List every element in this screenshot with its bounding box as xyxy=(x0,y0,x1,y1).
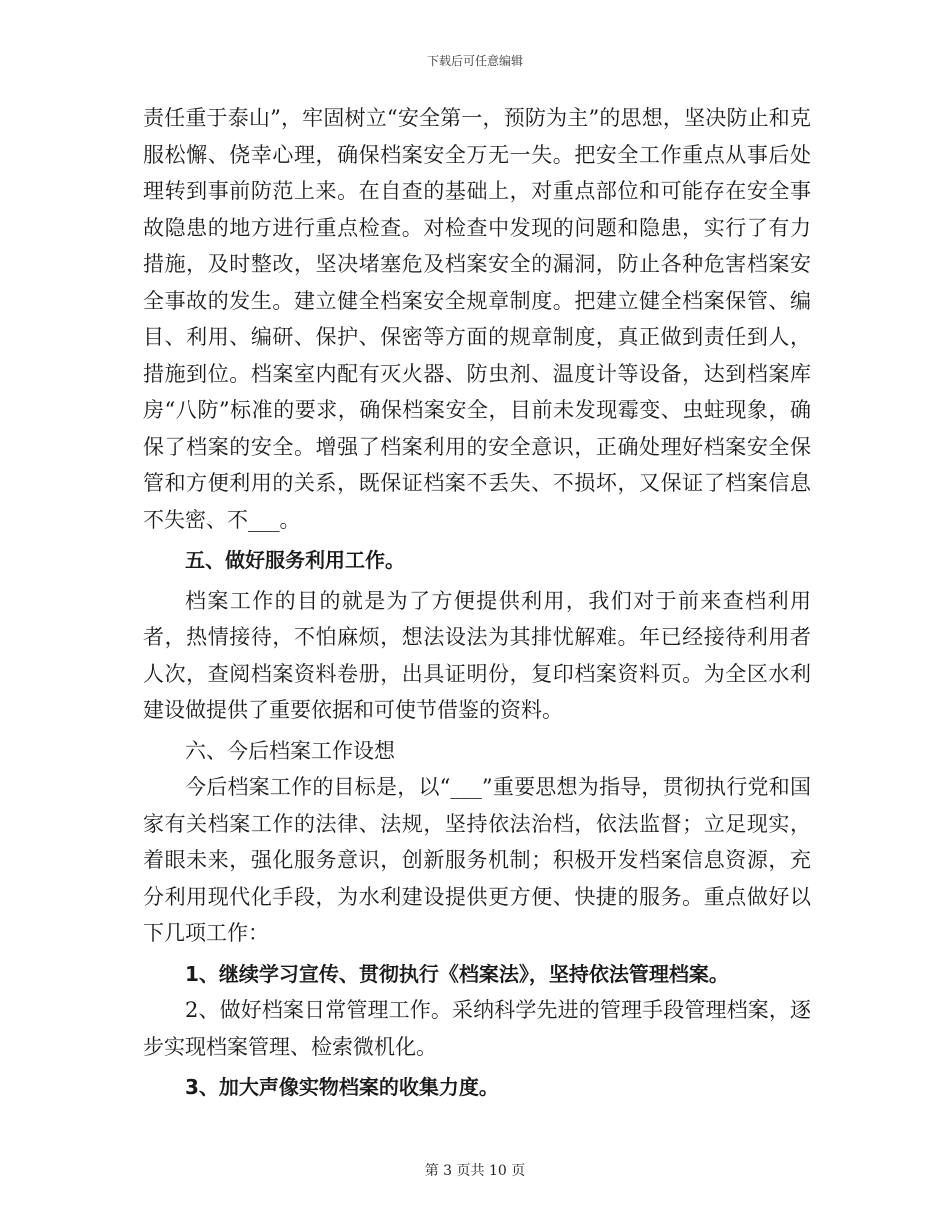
paragraph-plans: 今后档案工作的目标是，以“___”重要思想为指导，贯彻执行党和国家有关档案工作的法律、法规，坚持依法治档，依法监督；立足现实，着眼未来，强化服务意识，创新服务机制；积极开发档案信息资源，充分利用现代化手段，为水利建设提供更方便、快捷的服务。重点做好以下几项工作： xyxy=(143,775,811,945)
page-footer: 第 3 页共 10 页 xyxy=(424,1163,526,1179)
list-item-2: 2、做好档案日常管理工作。采纳科学先进的管理手段管理档案，逐步实现档案管理、检索微机化。 xyxy=(143,998,811,1059)
list-item-1: 1、继续学习宣传、贯彻执行《档案法》，坚持依法管理档案。 xyxy=(185,961,729,986)
paragraph-safety: 责任重于泰山”，牢固树立“安全第一，预防为主”的思想，坚决防止和克服松懈、侥幸心理，确保档案安全万无一失。把安全工作重点从事后处理转到事前防范上来。在自查的基础上，对重点部位和可能存在安全事故隐患的地方进行重点检查。对检查中发现的问题和隐患，实行了有力措施，及时整改，坚决堵塞危及档案安全的漏洞，防止各种危害档案安全事故的发生。建立健全档案安全规章制度。把建立健全档案保管、编目、利用、编研、保护、保密等方面的规章制度，真正做到责任到人，措施到位。档案室内配有灭火器、防虫剂、温度计等设备，达到档案库房“八防”标准的要求，确保档案安全，目前未发现霉变、虫蛀现象，确保了档案的安全。增强了档案利用的安全意识，正确处理好档案安全保管和方便利用的关系，既保证档案不丢失、不损坏，又保证了档案信息不失密、不___。 xyxy=(143,106,811,532)
paragraph-service: 档案工作的目的就是为了方便提供利用，我们对于前来查档利用者，热情接待，不怕麻烦，想法设法为其排忧解难。年已经接待利用者人次，查阅档案资料卷册，出具证明份，复印档案资料页。为全区水利建设做提供了重要依据和可使节借鉴的资料。 xyxy=(143,588,811,722)
document-body xyxy=(143,100,811,1106)
section-heading-6: 六、今后档案工作设想 xyxy=(185,738,395,763)
section-heading-5: 五、做好服务利用工作。 xyxy=(185,548,405,572)
page-header: 下载后可任意编辑 xyxy=(426,54,523,68)
list-item-3: 3、加大声像实物档案的收集力度。 xyxy=(185,1075,499,1099)
